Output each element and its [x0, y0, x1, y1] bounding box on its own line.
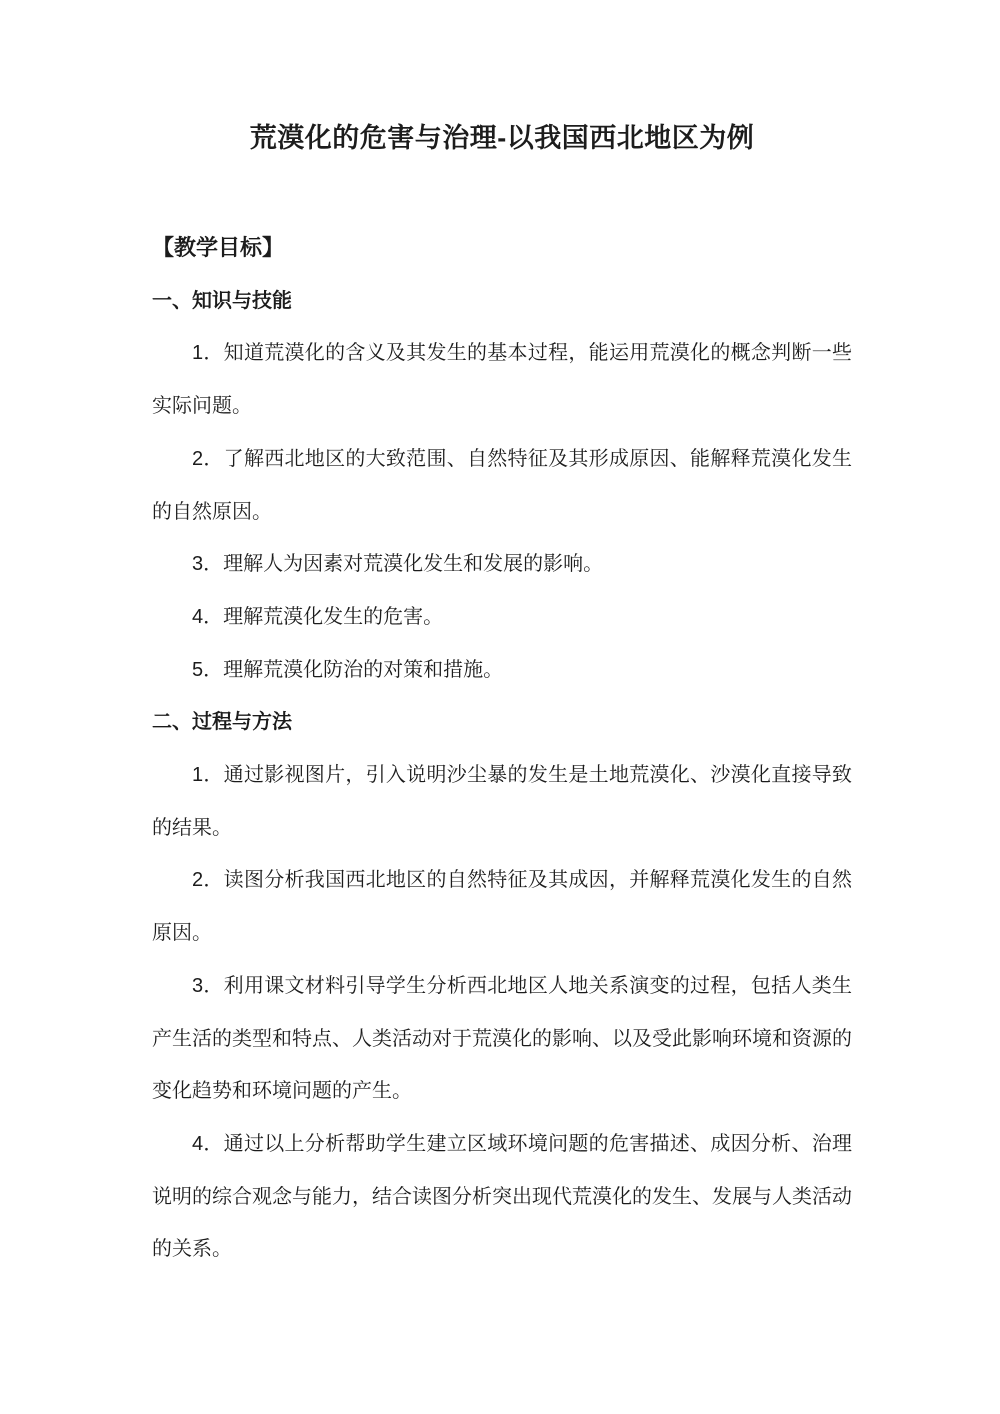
knowledge-skills-item-3: 3．理解人为因素对荒漠化发生和发展的影响。 [192, 553, 604, 576]
knowledge-skills-item-2: 2．了解西北地区的大致范围、自然特征及其形成原因、能解释荒漠化发生的自然原因。 [152, 447, 852, 523]
subsection-heading-process-methods: 二、过程与方法 [152, 711, 292, 734]
knowledge-skills-item-4: 4．理解荒漠化发生的危害。 [192, 605, 444, 628]
subsection-heading-knowledge-skills: 一、知识与技能 [152, 289, 292, 312]
process-methods-item-2: 2．读图分析我国西北地区的自然特征及其成因，并解释荒漠化发生的自然原因。 [152, 869, 852, 945]
knowledge-skills-item-5: 5．理解荒漠化防治的对策和措施。 [192, 658, 504, 681]
process-methods-item-4: 4．通过以上分析帮助学生建立区域环境问题的危害描述、成因分析、治理说明的综合观念与能力，结合读图分析突出现代荒漠化的发生、发展与人类活动的关系。 [152, 1132, 852, 1261]
teaching-objectives-heading: 【教学目标】 [152, 235, 285, 260]
process-methods-item-1: 1．通过影视图片，引入说明沙尘暴的发生是土地荒漠化、沙漠化直接导致的结果。 [152, 764, 852, 839]
process-methods-item-3: 3．利用课文材料引导学生分析西北地区人地关系演变的过程，包括人类生产生活的类型和特点、人类活动对于荒漠化的影响、以及受此影响环境和资源的变化趋势和环境问题的产生。 [152, 974, 852, 1103]
document-title: 荒漠化的危害与治理-以我国西北地区为例 [249, 123, 755, 153]
knowledge-skills-item-1: 1．知道荒漠化的含义及其发生的基本过程，能运用荒漠化的概念判断一些实际问题。 [152, 342, 852, 418]
